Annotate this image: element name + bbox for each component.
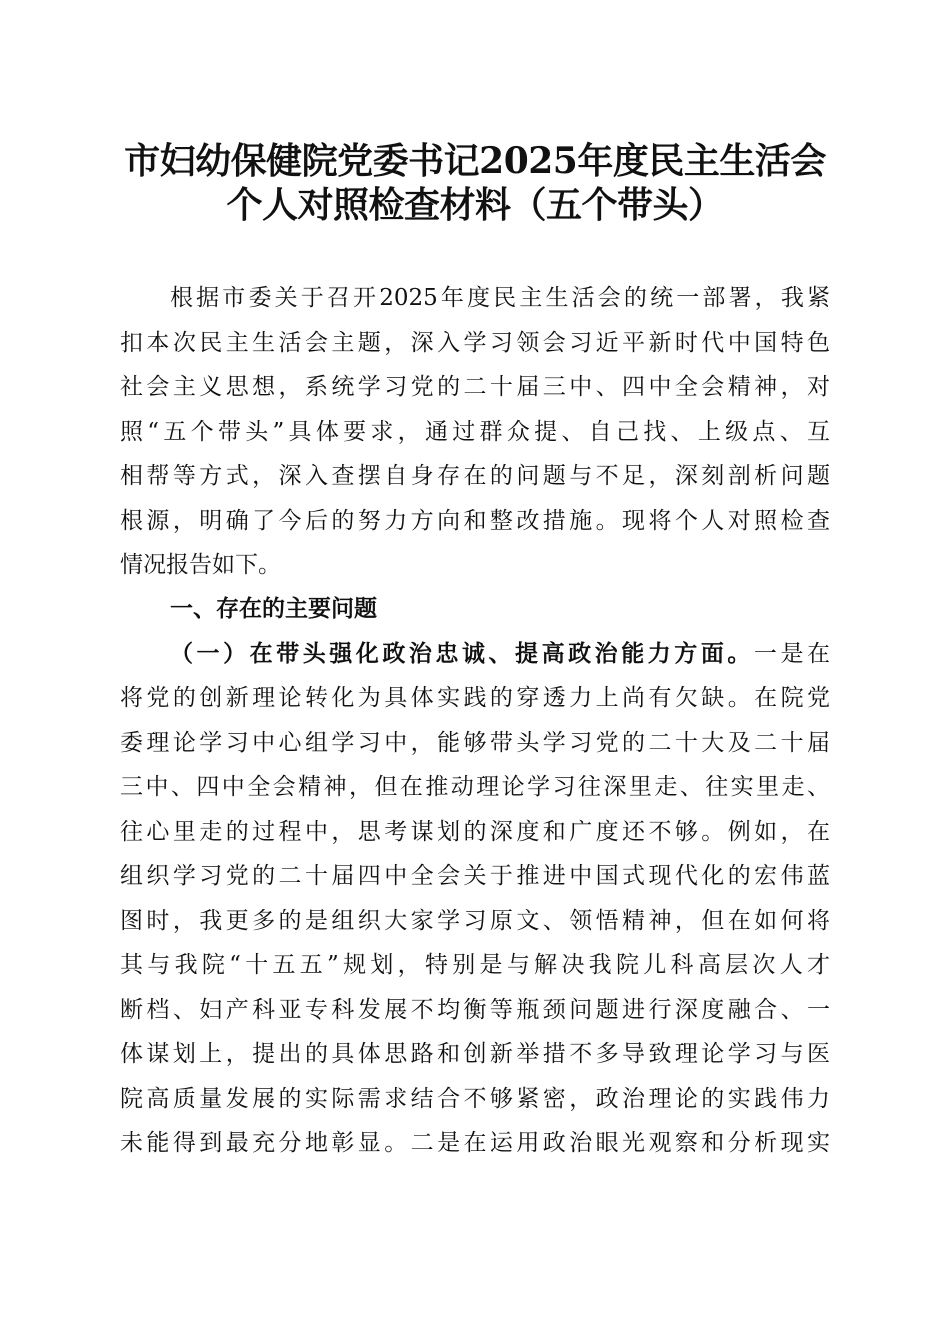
intro-line: 根据市委关于召开2025年度民主生活会的统一部署，我紧	[170, 285, 830, 311]
body-line: 委理论学习中心组学习中，能够带头学习党的二十大及二十届	[120, 730, 830, 756]
intro-line: 相帮等方式，深入查摆自身存在的问题与不足，深刻剖析问题	[120, 463, 830, 489]
document-title-line-2: 个人对照检查材料（五个带头）	[226, 184, 724, 226]
body-line: 三中、四中全会精神，但在推动理论学习往深里走、往实里走、	[120, 774, 830, 800]
body-line: 其与我院“十五五”规划，特别是与解决我院儿科高层次人才	[120, 952, 830, 978]
body-line: 体谋划上，提出的具体思路和创新举措不多导致理论学习与医	[120, 1041, 830, 1067]
intro-line: 照“五个带头”具体要求，通过群众提、自己找、上级点、互	[120, 419, 830, 445]
body-line: 断档、妇产科亚专科发展不均衡等瓶颈问题进行深度融合、一	[120, 997, 830, 1023]
subsection-first-line-rest: 一是在	[753, 641, 831, 667]
intro-line: 扣本次民主生活会主题，深入学习领会习近平新时代中国特色	[120, 330, 830, 356]
subsection-first-line	[170, 639, 830, 669]
document-title-line-1: 市妇幼保健院党委书记2025年度民主生活会	[124, 140, 826, 182]
intro-line: 社会主义思想，系统学习党的二十届三中、四中全会精神，对	[120, 374, 830, 400]
body-line: 未能得到最充分地彰显。二是在运用政治眼光观察和分析现实	[120, 1130, 830, 1156]
section-heading: 一、存在的主要问题	[170, 596, 377, 622]
body-line: 组织学习党的二十届四中全会关于推进中国式现代化的宏伟蓝	[120, 863, 830, 889]
body-line: 院高质量发展的实际需求结合不够紧密，政治理论的实践伟力	[120, 1086, 830, 1112]
subsection-heading: （一）在带头强化政治忠诚、提高政治能力方面。	[170, 640, 754, 667]
intro-line: 根源，明确了今后的努力方向和整改措施。现将个人对照检查	[120, 508, 830, 534]
body-line: 往心里走的过程中，思考谋划的深度和广度还不够。例如，在	[120, 819, 830, 845]
body-line: 将党的创新理论转化为具体实践的穿透力上尚有欠缺。在院党	[120, 685, 830, 711]
intro-line: 情况报告如下。	[120, 552, 281, 578]
body-line: 图时，我更多的是组织大家学习原文、领悟精神，但在如何将	[120, 908, 830, 934]
